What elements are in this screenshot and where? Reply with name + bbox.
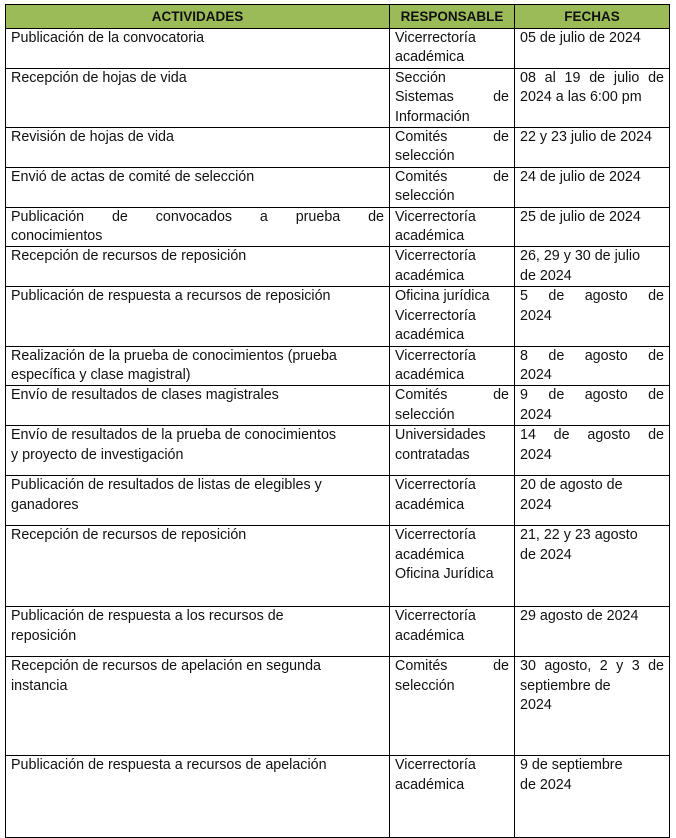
table-row xyxy=(6,657,670,756)
cell-line: Publicación de resultados de listas de elegibles y xyxy=(11,477,322,494)
cell-line: Vicerrectoría xyxy=(395,477,476,494)
responsible-cell xyxy=(390,756,515,838)
cell-line: Envió de actas de comité de selección xyxy=(11,168,255,185)
cell-line: de 2024 xyxy=(520,267,572,284)
table-row xyxy=(6,167,670,207)
cell-line: Vicerrectoría xyxy=(395,208,476,225)
table-row xyxy=(6,386,670,426)
cell-line: académica xyxy=(395,228,465,245)
cell-line: Comités de xyxy=(395,387,509,404)
cell-line: académica xyxy=(395,327,465,344)
cell-line: Vicerrectoría xyxy=(395,608,476,625)
cell-line: académica xyxy=(395,776,465,793)
table-row xyxy=(6,426,670,476)
cell-line: 2024 xyxy=(520,496,552,513)
cell-line: académica xyxy=(395,366,465,383)
responsible-cell xyxy=(390,128,515,168)
cell-line: Publicación de respuesta a recursos de reposición xyxy=(11,288,331,305)
table-row xyxy=(6,476,670,526)
cell-line: selección xyxy=(395,148,455,165)
cell-line: Publicación de convocados a prueba de xyxy=(11,208,384,225)
cell-line: 8 de agosto de xyxy=(520,347,664,364)
responsible-cell xyxy=(390,607,515,657)
cell-line: 2024 xyxy=(520,307,552,324)
cell-line: Realización de la prueba de conocimientos (prueba xyxy=(11,347,337,364)
cell-line: de 2024 xyxy=(520,776,572,793)
cell-line: académica xyxy=(395,49,465,66)
cell-line: Recepción de hojas de vida xyxy=(11,69,187,86)
schedule-body xyxy=(6,29,670,838)
header-row xyxy=(6,5,670,29)
date-cell xyxy=(515,756,670,838)
table-row xyxy=(6,526,670,607)
cell-line: Recepción de recursos de reposición xyxy=(11,248,247,265)
table-row xyxy=(6,128,670,168)
cell-line: Vicerrectoría xyxy=(395,307,476,324)
responsible-cell xyxy=(390,287,515,346)
activity-cell xyxy=(6,29,390,69)
date-cell xyxy=(515,68,670,127)
activity-cell xyxy=(6,756,390,838)
cell-line: Sistemas de xyxy=(395,89,509,106)
table-row xyxy=(6,607,670,657)
cell-line: 24 de julio de 2024 xyxy=(520,168,641,185)
activity-cell xyxy=(6,247,390,287)
activity-cell xyxy=(6,68,390,127)
cell-line: reposición xyxy=(11,627,77,644)
date-cell xyxy=(515,657,670,756)
date-cell xyxy=(515,29,670,69)
cell-line: 29 agosto de 2024 xyxy=(520,608,639,625)
cell-line: 2024 a las 6:00 pm xyxy=(520,89,642,106)
activity-cell xyxy=(6,607,390,657)
cell-line: 2024 xyxy=(520,446,552,463)
date-cell xyxy=(515,526,670,607)
table-row xyxy=(6,756,670,838)
cell-line: 5 de agosto de xyxy=(520,288,664,305)
cell-line: Vicerrectoría xyxy=(395,248,476,265)
cell-line: Recepción de recursos de reposición xyxy=(11,527,247,544)
responsible-cell xyxy=(390,167,515,207)
cell-line: Comités de xyxy=(395,168,509,185)
cell-line: 2024 xyxy=(520,366,552,383)
activity-cell xyxy=(6,167,390,207)
cell-line: septiembre de xyxy=(520,677,611,694)
cell-line: académica xyxy=(395,627,465,644)
table-row xyxy=(6,346,670,386)
cell-line: 05 de julio de 2024 xyxy=(520,30,641,46)
cell-line: Información xyxy=(395,108,470,125)
activity-cell xyxy=(6,287,390,346)
cell-line: Oficina Jurídica xyxy=(395,565,494,582)
responsible-cell xyxy=(390,426,515,476)
cell-line: ganadores xyxy=(11,496,79,513)
cell-line: Vicerrectoría xyxy=(395,30,476,46)
activity-cell xyxy=(6,526,390,607)
table-row xyxy=(6,247,670,287)
cell-line: Envío de resultados de clases magistrales xyxy=(11,387,279,404)
cell-line: Comités de xyxy=(395,129,509,146)
activity-cell xyxy=(6,476,390,526)
cell-line: 25 de julio de 2024 xyxy=(520,208,641,225)
header-responsible: RESPONSABLE xyxy=(390,5,515,29)
cell-line: Revisión de hojas de vida xyxy=(11,129,174,146)
cell-line: 9 de septiembre xyxy=(520,757,623,774)
responsible-cell xyxy=(390,207,515,247)
cell-line: contratadas xyxy=(395,446,470,463)
date-cell xyxy=(515,167,670,207)
cell-line: instancia xyxy=(11,677,68,694)
cell-line: selección xyxy=(395,188,455,205)
activity-cell xyxy=(6,657,390,756)
date-cell xyxy=(515,607,670,657)
responsible-cell xyxy=(390,476,515,526)
cell-line: académica xyxy=(395,267,465,284)
cell-line: Sección xyxy=(395,69,446,86)
date-cell xyxy=(515,476,670,526)
cell-line: 22 y 23 julio de 2024 xyxy=(520,129,652,146)
cell-line: selección xyxy=(395,677,455,694)
date-cell xyxy=(515,128,670,168)
activity-cell xyxy=(6,346,390,386)
table-row xyxy=(6,68,670,127)
activity-cell xyxy=(6,128,390,168)
activity-cell xyxy=(6,426,390,476)
header-dates: FECHAS xyxy=(515,5,670,29)
cell-line: 26, 29 y 30 de julio xyxy=(520,248,641,265)
cell-line: Comités de xyxy=(395,658,509,675)
date-cell xyxy=(515,426,670,476)
date-cell xyxy=(515,346,670,386)
cell-line: Envío de resultados de la prueba de conocimientos xyxy=(11,427,337,444)
cell-line: Vicerrectoría xyxy=(395,347,476,364)
cell-line: 2024 xyxy=(520,696,552,713)
cell-line: selección xyxy=(395,406,455,423)
cell-line: 08 al 19 de julio de xyxy=(520,69,664,86)
cell-line: de 2024 xyxy=(520,546,572,563)
responsible-cell xyxy=(390,657,515,756)
cell-line: 9 de agosto de xyxy=(520,387,664,404)
cell-line: 30 agosto, 2 y 3 de xyxy=(520,658,664,675)
cell-line: Universidades xyxy=(395,427,486,444)
date-cell xyxy=(515,386,670,426)
cell-line: y proyecto de investigación xyxy=(11,446,184,463)
activity-cell xyxy=(6,386,390,426)
responsible-cell xyxy=(390,247,515,287)
responsible-cell xyxy=(390,29,515,69)
date-cell xyxy=(515,287,670,346)
cell-line: 14 de agosto de xyxy=(520,427,664,444)
cell-line: Publicación de respuesta a recursos de apelación xyxy=(11,757,327,774)
responsible-cell xyxy=(390,386,515,426)
date-cell xyxy=(515,207,670,247)
responsible-cell xyxy=(390,346,515,386)
cell-line: 21, 22 y 23 agosto xyxy=(520,527,638,544)
responsible-cell xyxy=(390,526,515,607)
cell-line: 2024 xyxy=(520,406,552,423)
cell-line: Publicación de respuesta a los recursos de xyxy=(11,608,284,625)
cell-line: Vicerrectoría xyxy=(395,757,476,774)
table-row xyxy=(6,287,670,346)
cell-line: Vicerrectoría xyxy=(395,527,476,544)
cell-line: académica xyxy=(395,496,465,513)
cell-line: Oficina jurídica xyxy=(395,288,490,305)
table-row xyxy=(6,29,670,69)
cell-line: 20 de agosto de xyxy=(520,477,623,494)
header-activities: ACTIVIDADES xyxy=(6,5,390,29)
responsible-cell xyxy=(390,68,515,127)
activity-cell xyxy=(6,207,390,247)
date-cell xyxy=(515,247,670,287)
table-row xyxy=(6,207,670,247)
cell-line: académica xyxy=(395,546,465,563)
schedule-table xyxy=(5,4,670,838)
cell-line: específica y clase magistral) xyxy=(11,366,191,383)
cell-line: Recepción de recursos de apelación en segunda xyxy=(11,658,321,675)
cell-line: Publicación de la convocatoria xyxy=(11,30,205,46)
cell-line: conocimientos xyxy=(11,228,103,245)
